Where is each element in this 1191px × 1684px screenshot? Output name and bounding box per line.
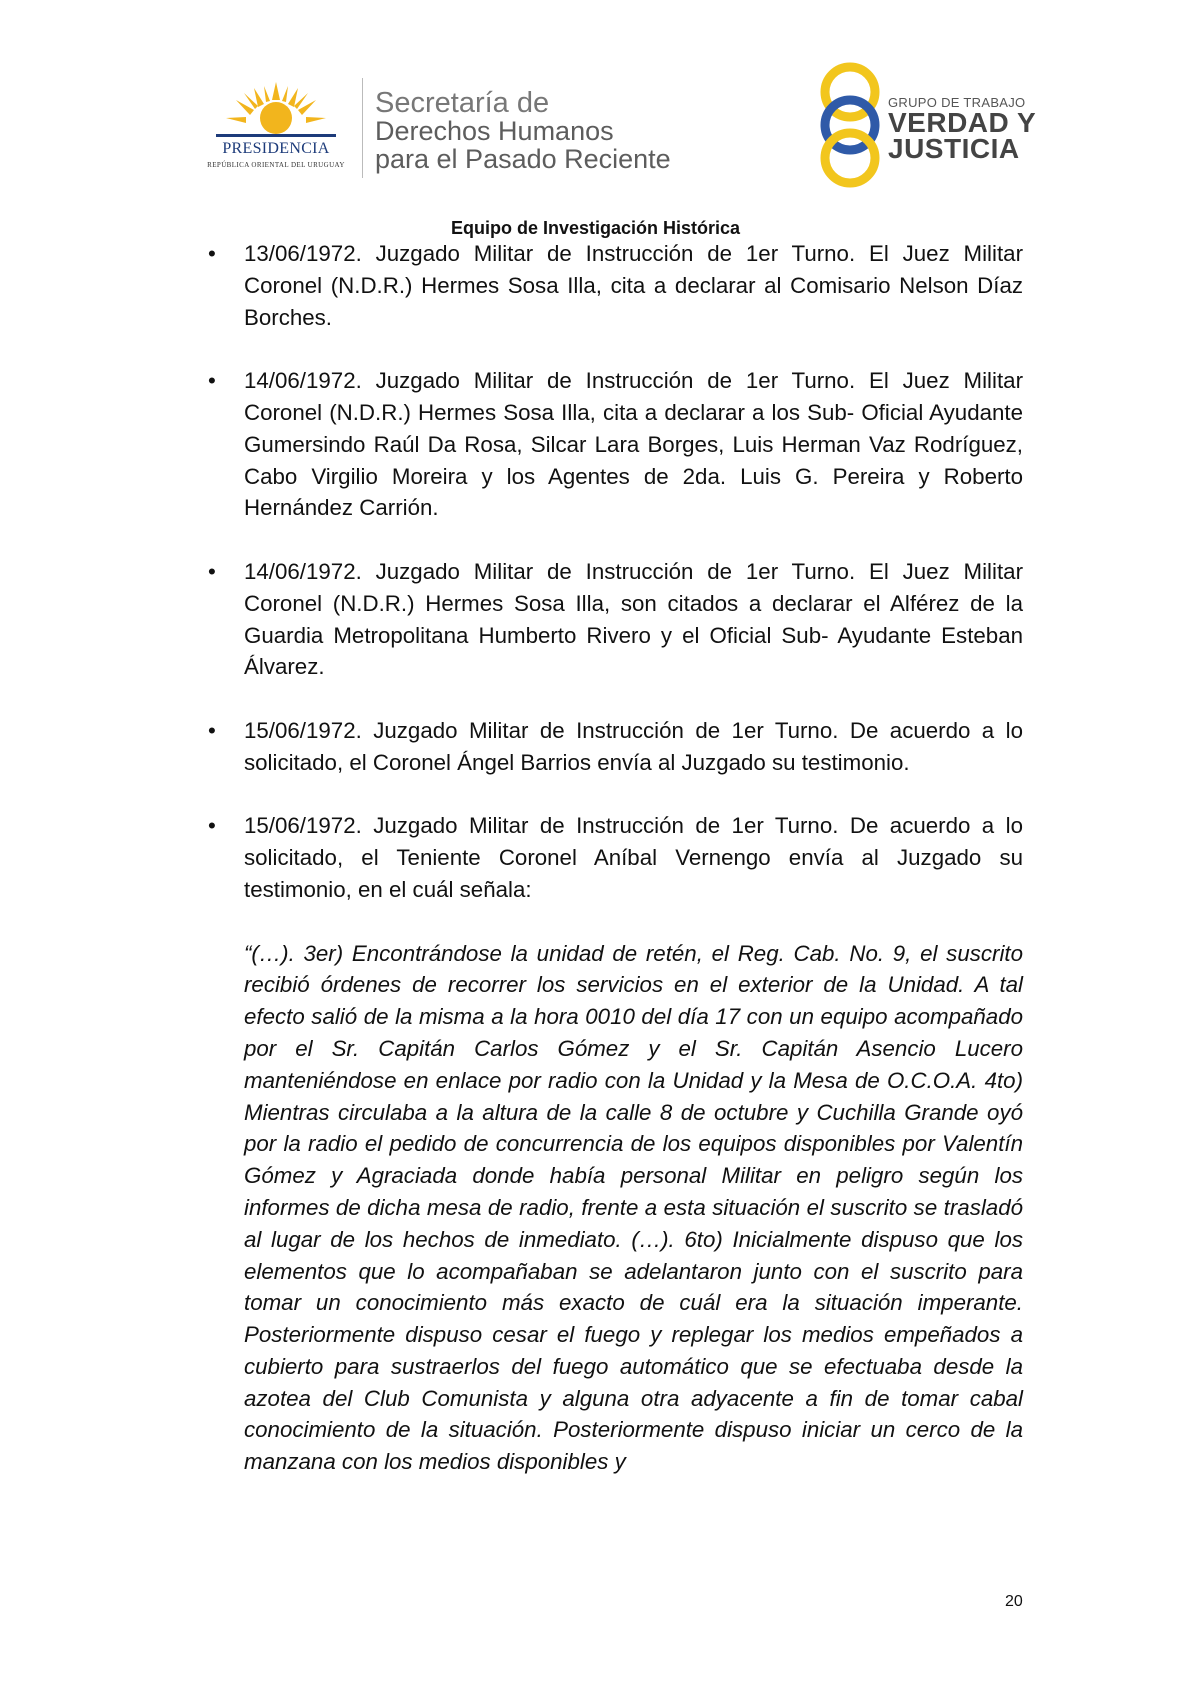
entry-text: 14/06/1972. Juzgado Militar de Instrucción de 1er Turno. El Juez Militar Coronel (N.D.R.) Hermes Sosa Illa, son citados a declarar el Alférez de la Guardia Metropolitana Humberto Rivero y el Oficial Sub- Ayudante Esteban Álvarez. — [244, 558, 1023, 680]
gtvj-line-2: VERDAD Y — [888, 107, 1037, 138]
secretaria-line-1: Secretaría de — [375, 87, 550, 119]
list-item — [208, 715, 1023, 779]
secretaria-line-2: Derechos Humanos — [375, 116, 614, 146]
page-number: 20 — [1005, 1593, 1023, 1610]
verdad-justicia-title — [888, 96, 1036, 162]
list-item — [208, 556, 1023, 683]
bullet: • — [208, 241, 216, 266]
list-item — [208, 365, 1023, 524]
bullet: • — [208, 813, 216, 839]
list-item — [208, 810, 1023, 905]
entry-text: 15/06/1972. Juzgado Militar de Instrucción de 1er Turno. De acuerdo a lo solicitado, el Coronel Ángel Barrios envía al Juzgado su testimonio. — [244, 717, 1023, 775]
presidencia-logo — [196, 80, 356, 180]
bullet: • — [208, 717, 216, 743]
presidencia-title: PRESIDENCIA — [222, 140, 330, 157]
verdad-justicia-rings-icon — [810, 62, 890, 188]
secretaria-title — [375, 88, 671, 173]
page-header — [0, 0, 1191, 238]
entry-text: 15/06/1972. Juzgado Militar de Instrucción de 1er Turno. De acuerdo a lo solicitado, el Teniente Coronel Aníbal Vernengo envía al Juzgado su testimonio, en el cuál señala: — [244, 813, 1023, 902]
presidencia-subtitle: REPÚBLICA ORIENTAL DEL URUGUAY — [207, 161, 345, 169]
bullet: • — [208, 558, 216, 584]
entry-text: 13/06/1972. Juzgado Militar de Instrucción de 1er Turno. El Juez Militar Coronel (N.D.R.) Hermes Sosa Illa, cita a declarar al Comisario Nelson Díaz Borches. — [244, 241, 1023, 330]
header-divider — [362, 78, 363, 178]
team-title: Equipo de Investigación Histórica — [450, 218, 741, 238]
bullet: • — [208, 368, 216, 394]
entry-text: 14/06/1972. Juzgado Militar de Instrucción de 1er Turno. El Juez Militar Coronel (N.D.R.) Hermes Sosa Illa, cita a declarar a los Sub- Oficial Ayudante Gumersindo Raúl Da Rosa, Silcar Lara Borges, Luis Herman Vaz Rodríguez, Cabo Virgilio Moreira y los Agentes de 2da. Luis G. Pereira y Roberto Hernández Carrión. — [244, 368, 1023, 521]
sun-icon — [196, 80, 356, 142]
gtvj-line-1: GRUPO DE TRABAJO — [888, 95, 1026, 110]
secretaria-line-3: para el Pasado Reciente — [375, 144, 671, 174]
document-body — [208, 238, 1023, 1478]
gtvj-line-3: JUSTICIA — [888, 133, 1020, 164]
testimony-quote: “(…). 3er) Encontrándose la unidad de retén, el Reg. Cab. No. 9, el suscrito recibió órdenes de recorrer los servicios en el exterior de la Unidad. A tal efecto salió de la misma a la hora 0010 del día 17 con un equipo acompañado por el Sr. Capitán Carlos Gómez y el Sr. Capitán Asencio Lucero manteniéndose en enlace por radio con la Unidad y la Mesa de O.C.O.A. 4to) Mientras circulaba a la altura de la calle 8 de octubre y Cuchilla Grande oyó por la radio el pedido de concurrencia de los equipos disponibles por Valentín Gómez y Agraciada donde había personal Militar en peligro según los informes de dicha mesa de radio, frente a esta situación el suscrito se trasladó al lugar de los hechos de inmediato. (…). 6to) Inicialmente dispuso que los elementos que lo acompañaban se adelantaron junto con el suscrito para tomar un conocimiento más exacto de cuál era la situación imperante. Posteriormente dispuso cesar el fuego y replegar los medios empeñados a cubierto para sustraerlos del fuego automático que se efectuaba desde la azotea del Club Comunista y alguna otra adyacente a fin de tomar cabal conocimiento de la situación. Posteriormente dispuso iniciar un cerco de la manzana con los medios disponibles y — [244, 940, 1023, 1475]
list-item — [208, 238, 1023, 333]
